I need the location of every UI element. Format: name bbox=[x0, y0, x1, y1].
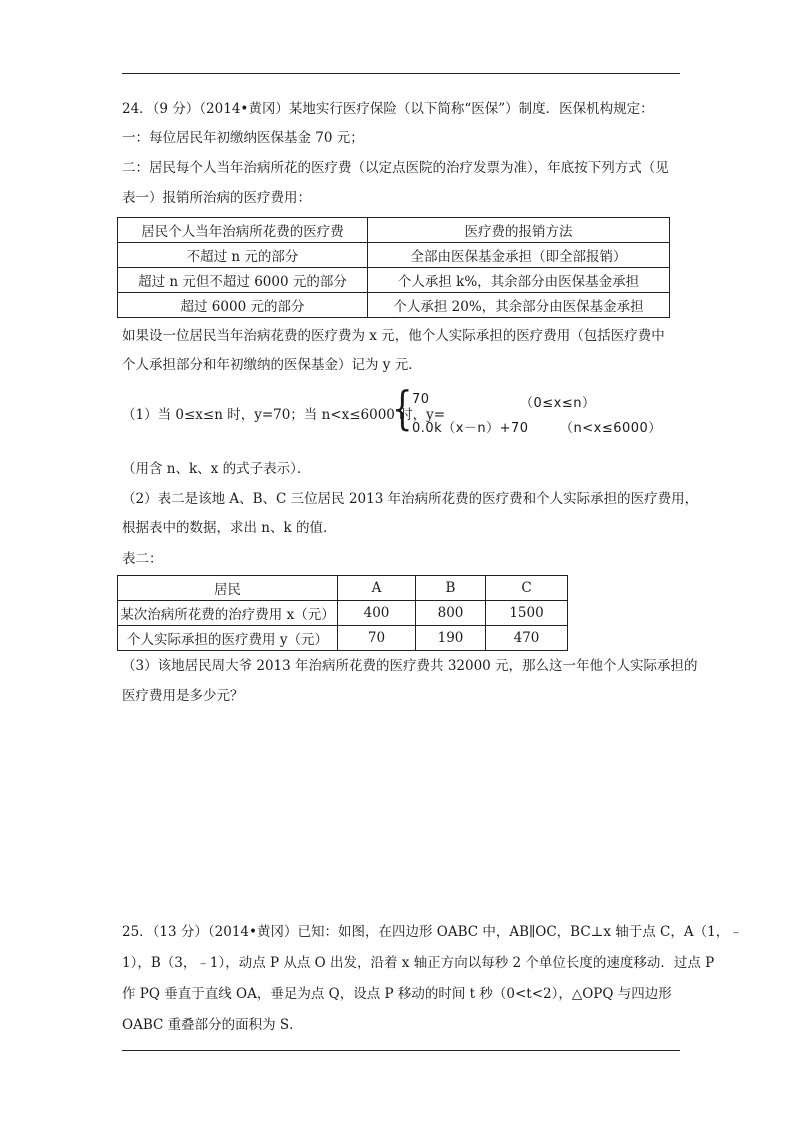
table-cell: 某次治病所花费的治疗费用 x（元） bbox=[118, 601, 338, 626]
table-cell: 400 bbox=[338, 601, 416, 626]
table-cell: 470 bbox=[486, 626, 568, 651]
part2-line-2: 根据表中的数据，求出 n、k 的值． bbox=[122, 520, 337, 536]
table-cell: 超过 6000 元的部分 bbox=[118, 293, 368, 318]
table-cell: 个人承担 20%，其余部分由医保基金承担 bbox=[368, 293, 670, 318]
table-header-cell: C bbox=[486, 576, 568, 601]
piecewise-row1-expr: 70 bbox=[412, 392, 430, 407]
table-row bbox=[118, 268, 670, 293]
header-rule bbox=[122, 73, 680, 74]
table-cell: 个人实际承担的医疗费用 y（元） bbox=[118, 626, 338, 651]
piecewise-row2-cond: （n<x≤6000） bbox=[560, 421, 662, 436]
part1-note: （用含 n、k、x 的式子表示）． bbox=[122, 461, 311, 477]
table-row bbox=[118, 601, 568, 626]
part3-line-1: （3）该地居民周大爷 2013 年治病所花费的医疗费共 32000 元，那么这一年他个人实际承担的 bbox=[122, 658, 698, 674]
part3-line-2: 医疗费用是多少元？ bbox=[122, 688, 244, 704]
table-cell: 超过 n 元但不超过 6000 元的部分 bbox=[118, 268, 368, 293]
q24-after-table1-line-1: 如果设一位居民当年治病花费的医疗费为 x 元，他个人实际承担的医疗费用（包括医疗费中 bbox=[122, 328, 665, 344]
table-header-row bbox=[118, 576, 568, 601]
q24-after-table1-line-2: 个人承担部分和年初缴纳的医保基金）记为 y 元． bbox=[122, 357, 422, 373]
table-header-row bbox=[118, 218, 670, 243]
reimbursement-table bbox=[117, 217, 670, 318]
q24-line-2: 一：每位居民年初缴纳医保基金 70 元； bbox=[122, 130, 364, 146]
piecewise-row2-expr: 0.0k（x－n）+70 bbox=[412, 421, 529, 436]
q25-line-4: OABC 重叠部分的面积为 S． bbox=[122, 1017, 303, 1033]
q24-line-1: 24．（9 分）（2014•黄冈）某地实行医疗保险（以下简称“医保”）制度．医保机构规定： bbox=[122, 101, 654, 117]
table-row bbox=[118, 243, 670, 268]
table-cell: 全部由医保基金承担（即全部报销） bbox=[368, 243, 670, 268]
table-header-cell: B bbox=[416, 576, 486, 601]
q24-line-3: 二：居民每个人当年治病所花的医疗费（以定点医院的治疗发票为准），年底按下列方式（见 bbox=[122, 160, 669, 176]
table-header-cell: 居民 bbox=[118, 576, 338, 601]
table-header-cell: A bbox=[338, 576, 416, 601]
part1-prefix: （1）当 0≤x≤n 时，y=70；当 n<x≤6000 时，y= bbox=[122, 407, 446, 423]
table-cell: 1500 bbox=[486, 601, 568, 626]
table-cell: 个人承担 k%，其余部分由医保基金承担 bbox=[368, 268, 670, 293]
piecewise-row1-cond: （0≤x≤n） bbox=[520, 396, 596, 411]
q25-line-3: 作 PQ 垂直于直线 OA，垂足为点 Q，设点 P 移动的时间 t 秒（0<t<2），△OPQ 与四边形 bbox=[122, 986, 672, 1002]
piecewise-brace: { bbox=[392, 381, 413, 435]
part2-line-1: （2）表二是该地 A、B、C 三位居民 2013 年治病所花费的医疗费和个人实际承担的医疗费用， bbox=[122, 491, 699, 507]
q25-line-2: 1），B（3，﹣1），动点 P 从点 O 出发，沿着 x 轴正方向以每秒 2 个单位长度的速度移动．过点 P bbox=[122, 955, 715, 971]
table-cell: 800 bbox=[416, 601, 486, 626]
q25-line-1: 25．（13 分）（2014•黄冈）已知：如图，在四边形 OABC 中，AB∥OC，BC⊥x 轴于点 C，A（1，﹣ bbox=[122, 924, 743, 940]
q24-line-4: 表一）报销所治病的医疗费用： bbox=[122, 190, 311, 206]
table-header-cell: 医疗费的报销方法 bbox=[368, 218, 670, 243]
table-row bbox=[118, 293, 670, 318]
table-header-cell: 居民个人当年治病所花费的医疗费 bbox=[118, 218, 368, 243]
table-cell: 70 bbox=[338, 626, 416, 651]
table-row bbox=[118, 626, 568, 651]
footer-rule bbox=[122, 1050, 680, 1051]
table-cell: 不超过 n 元的部分 bbox=[118, 243, 368, 268]
table2-label: 表二： bbox=[122, 551, 163, 567]
resident-cost-table bbox=[117, 575, 568, 651]
table-cell: 190 bbox=[416, 626, 486, 651]
